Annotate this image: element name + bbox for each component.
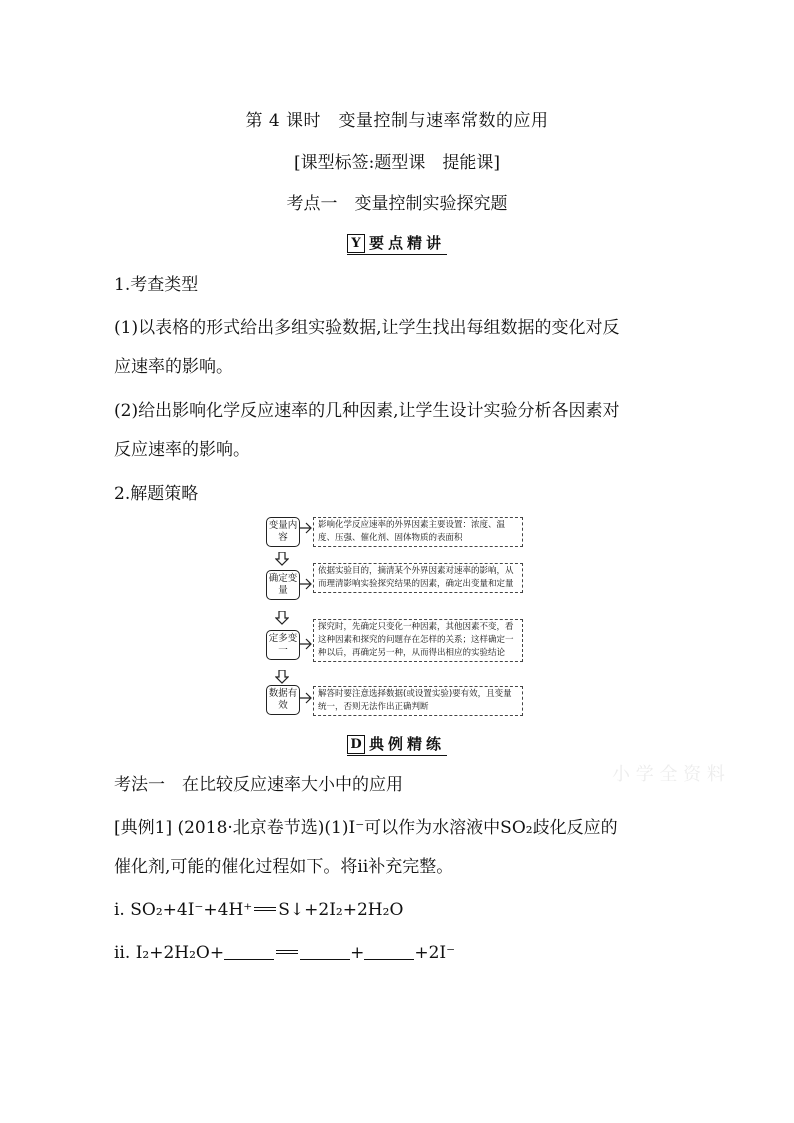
equation-reactants: I₂+2H₂O+	[135, 943, 225, 963]
equals-sign-icon	[274, 944, 300, 958]
answer-blank-1[interactable]	[224, 945, 274, 960]
arrow-right-icon	[300, 636, 312, 652]
example-line-2: 催化剂,可能的催化过程如下。将ⅱ补充完整。	[114, 857, 454, 877]
arrow-down-icon	[275, 552, 289, 566]
badge-y: Y	[347, 234, 365, 253]
equation-2	[114, 943, 694, 963]
equation-products: S↓+2I₂+2H₂O	[278, 900, 404, 920]
paragraph-1b: 应速率的影响。	[114, 357, 233, 377]
equation-reactants: SO₂+4I⁻+4H⁺	[130, 900, 253, 920]
flow-step-3: 定多变一	[266, 630, 300, 660]
lesson-tag: [课型标签:题型课 提能课]	[294, 153, 500, 173]
arrow-right-icon	[300, 690, 312, 706]
paragraph-2a: (2)给出影响化学反应速率的几种因素,让学生设计实验分析各因素对	[114, 401, 620, 421]
banner-label: 典例精练	[368, 735, 445, 753]
flow-step-4: 数据有效	[266, 685, 300, 715]
arrow-down-icon	[275, 670, 289, 684]
equation-tail: +2I⁻	[414, 943, 456, 963]
section-title: 考点一 变量控制实验探究题	[286, 194, 508, 214]
paragraph-2b: 反应速率的影响。	[114, 440, 250, 460]
example-line-1: [典例1] (2018·北京卷节选)(1)I⁻可以作为水溶液中SO₂歧化反应的	[114, 818, 618, 838]
equation-label: ⅰ.	[114, 900, 125, 920]
equation-label: ⅱ.	[114, 943, 131, 963]
equation-1	[114, 900, 694, 920]
banner-label: 要点精讲	[368, 234, 445, 252]
flow-desc-1: 影响化学反应速率的外界因素主要设置：浓度、温度、压强、催化剂、固体物质的表面积	[313, 517, 523, 547]
badge-d: D	[347, 735, 365, 754]
flow-desc-3: 探究时，先确定只变化一种因素，其他因素不变，看这种因素和探究的问题存在怎样的关系；这样确定一种以后，再确定另一种，从而得出相应的实验结论	[313, 619, 523, 662]
equals-sign-icon	[252, 901, 278, 915]
key-points-banner	[0, 232, 794, 255]
watermark: 小 学 全 资 料	[612, 764, 725, 785]
plus-sign: +	[350, 943, 365, 963]
paragraph-1a: (1)以表格的形式给出多组实验数据,让学生找出每组数据的变化对反	[114, 318, 620, 338]
flow-desc-2: 依据实验目的，摘清某个外界因素对速率的影响，从而理清影响实验探究结果的因素，确定出变量和定量	[313, 563, 523, 593]
page-title: 第 4 课时 变量控制与速率常数的应用	[245, 111, 549, 131]
flow-step-2: 确定变量	[266, 570, 300, 600]
heading-exam-types: 1.考查类型	[114, 275, 199, 295]
arrow-right-icon	[300, 576, 312, 592]
flow-step-1: 变量内容	[266, 517, 300, 547]
heading-strategy: 2.解题策略	[114, 484, 199, 504]
examples-banner	[0, 733, 794, 756]
answer-blank-3[interactable]	[364, 945, 414, 960]
method-heading: 考法一 在比较反应速率大小中的应用	[114, 775, 403, 795]
answer-blank-2[interactable]	[300, 945, 350, 960]
arrow-right-icon	[300, 520, 312, 536]
arrow-down-icon	[275, 611, 289, 625]
flow-desc-4: 解答时要注意选择数据(或设置实验)要有效，且变量统一，否则无法作出正确判断	[313, 686, 523, 716]
